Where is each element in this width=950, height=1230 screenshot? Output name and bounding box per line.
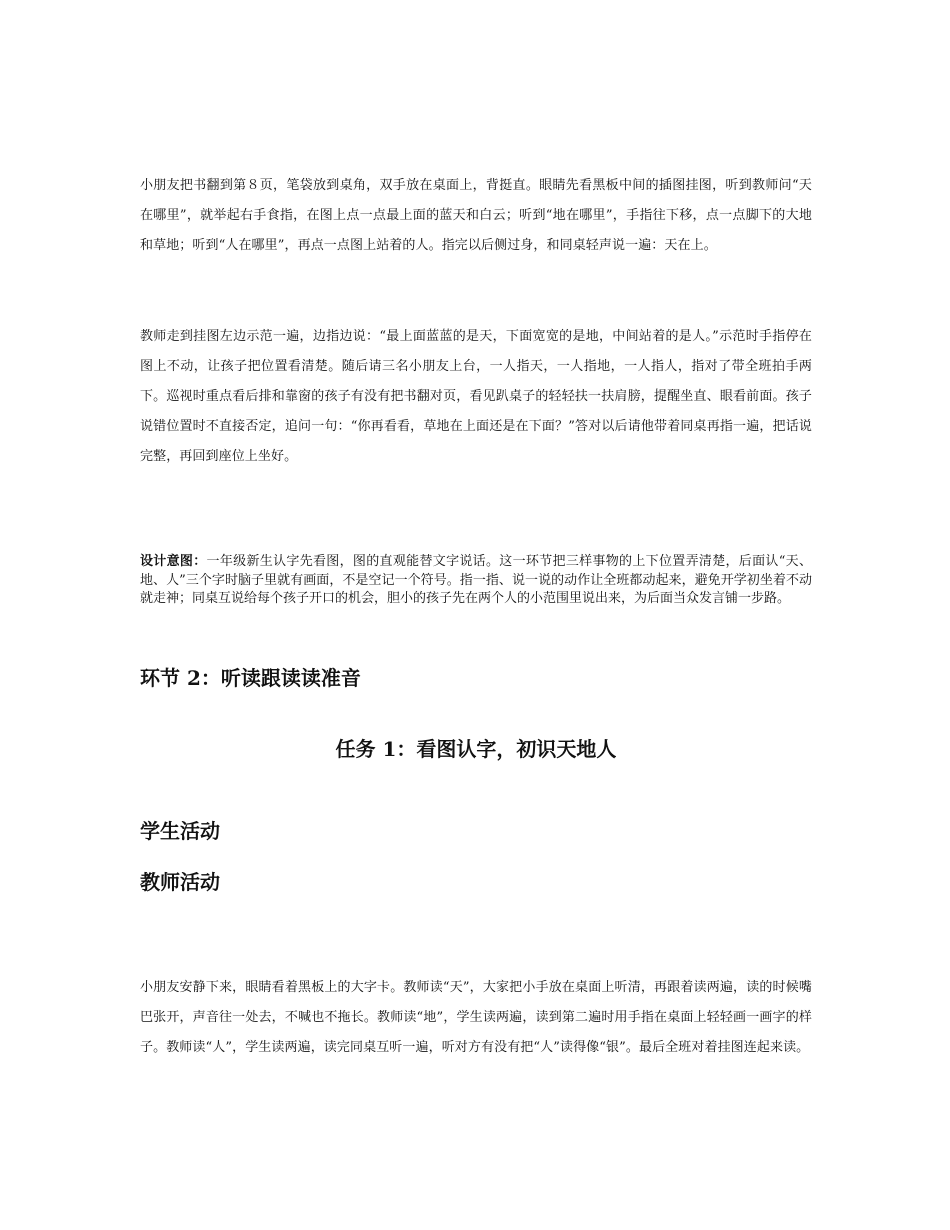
student-activity-paragraph-2: 小朋友安静下来，眼睛看着黑板上的大字卡。教师读“天”，大家把小手放在桌面上听清，再跟着读两遍，读的时候嘴巴张开，声音往一处去，不喊也不拖长。教师读“地”，学生读两遍，读到第二遍时用手指在桌面上轻轻画一画字的样子。教师读“人”，学生读两遍，读完同桌互听一遍，听对方有没有把“人”读得像“银”。最后全班对着挂图连起来读。 — [140, 980, 812, 1055]
section-title: 环节 2：听读跟读读准音 — [140, 666, 361, 690]
student-activity-heading: 学生活动 — [140, 819, 220, 843]
design-intent-label: 设计意图： — [140, 554, 207, 569]
teacher-activity-paragraph-1: 教师走到挂图左边示范一遍，边指边说：“最上面蓝蓝的是天，下面宽宽的是地，中间站着的是人。”示范时手指停在图上不动，让孩子把位置看清楚。随后请三名小朋友上台，一人指天，一人指地，一人指人，指对了带全班拍手两下。巡视时重点看后排和靠窗的孩子有没有把书翻对页，看见趴桌子的轻轻扶一扶肩膀，提醒坐直、眼看前面。孩子说错位置时不直接否定，追问一句：“你再看看，草地在上面还是在下面？”答对以后请他带着同桌再指一遍，把话说完整，再回到座位上坐好。 — [140, 329, 812, 464]
design-intent-text: 一年级新生认字先看图，图的直观能替文字说话。这一环节把三样事物的上下位置弄清楚，后面认“天、地、人”三个字时脑子里就有画面，不是空记一个符号。指一指、说一说的动作让全班都动起来，避免开学初坐着不动就走神；同桌互说给每个孩子开口的机会，胆小的孩子先在两个人的小范围里说出来，为后面当众发言铺一步路。 — [140, 554, 812, 606]
student-activity-paragraph-1: 小朋友把书翻到第８页，笔袋放到桌角，双手放在桌面上，背挺直。眼睛先看黑板中间的插图挂图，听到教师问“天在哪里”，就举起右手食指，在图上点一点最上面的蓝天和白云；听到“地在哪里”，手指往下移，点一点脚下的大地和草地；听到“人在哪里”，再点一点图上站着的人。指完以后侧过身，和同桌轻声说一遍：天在上。 — [140, 178, 812, 253]
teacher-activity-heading: 教师活动 — [140, 870, 220, 894]
design-intent-paragraph — [140, 553, 812, 609]
task-title: 任务 1：看图认字，初识天地人 — [335, 737, 617, 761]
